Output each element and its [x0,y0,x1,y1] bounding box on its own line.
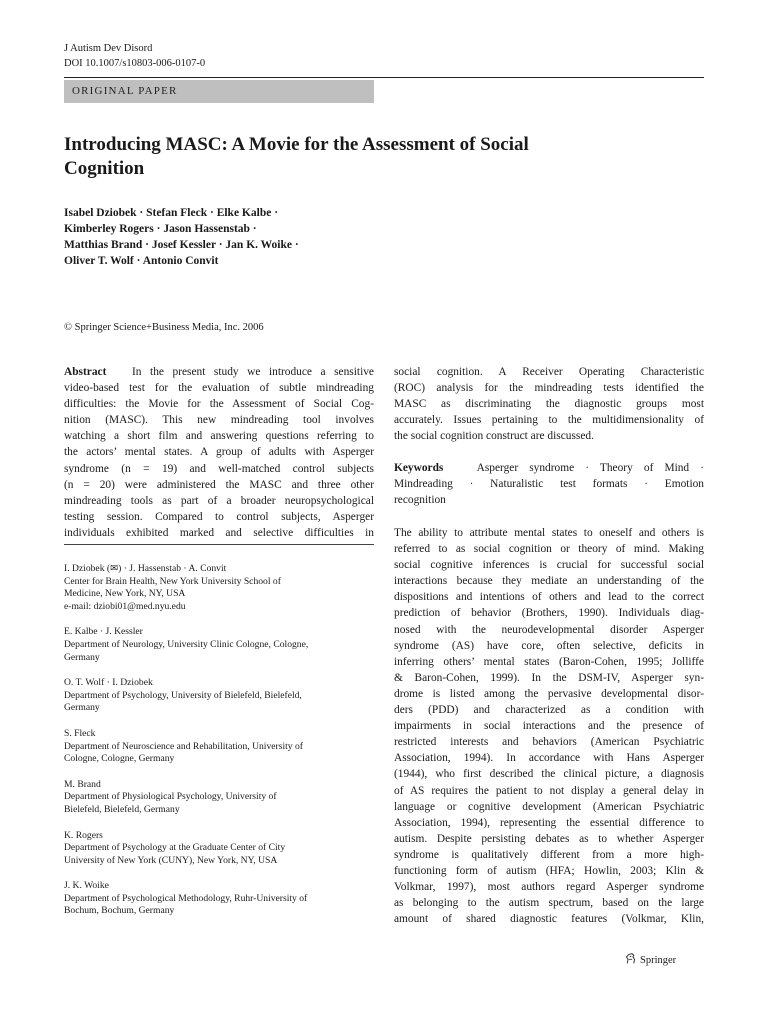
body-line: Association, 1994). In accordance with Hans Asperger [394,752,704,765]
body-line: & Baron-Cohen, 1999). In the DSM-IV, Asperger syn- [394,671,704,684]
body-line: prediction of behavior (Brothers, 1990). Individuals diag- [394,607,704,620]
keywords-line: Mindreading · Naturalistic test formats · Emotion [394,478,704,491]
affiliation-line: Department of Psychology at the Graduate Center of City [64,842,286,854]
body-line: ders (PDD) and characterized as a condition with [394,704,704,717]
keywords-text: Asperger syndrome · Theory of Mind · [476,462,704,474]
body-line: drome is listed among the pervasive developmental disor- [394,687,704,700]
affiliation-line: J. K. Woike [64,880,109,892]
journal-header [64,41,205,71]
abstract-line: difficulties: the Movie for the Assessment of Social Cog- [64,398,374,411]
author-list [64,205,584,269]
body-line: autism. Despite persisting debates as to whether Asperger [394,832,704,845]
abstract-line: the social cognition construct are discussed. [394,430,594,443]
doi: DOI 10.1007/s10803-006-0107-0 [64,58,206,69]
affiliation-line: Department of Neuroscience and Rehabilitation, University of [64,740,303,752]
author-line: Isabel Dziobek · Stefan Fleck · Elke Kalbe · [64,207,279,219]
affiliation-line: University of New York (CUNY), New York, NY, USA [64,854,278,866]
affiliation-block [64,779,374,817]
abstract-line: nition (MASC). This new mindreading tool involves [64,414,374,427]
publisher-name: Springer [640,954,677,966]
abstract-text: In the present study we introduce a sensitive [132,366,374,378]
affiliation-line: Bielefeld, Bielefeld, Germany [64,803,180,815]
body-line: restricted interests and behaviors (American Psychiatric [394,736,704,749]
abstract [64,364,374,541]
body-line: functioning form of autism (HFA; Howlin, 2003; Klin & [394,864,704,877]
keywords-label: Keywords [394,462,444,474]
body-line: impairments in social interactions and the presence of [394,720,704,733]
publisher-logo [624,952,676,968]
abstract-line: accurately. Issues pertaining to the multidimensionality of [394,414,704,427]
body-line: amount of shared diagnostic features (Volkmar, Klin, [394,913,704,926]
abstract-line: (n = 20) were administered the MASC and three other [64,478,374,491]
abstract-line [64,364,374,380]
author-line: Matthias Brand · Josef Kessler · Jan K. Woike · [64,239,299,251]
affiliation-line: Germany [64,702,100,714]
affiliation-block [64,880,374,918]
author-line: Kimberley Rogers · Jason Hassenstab · [64,223,257,235]
title-line: Introducing MASC: A Movie for the Assessment of Social [64,134,529,155]
abstract-line: the actors’ mental states. A group of adults with Asperger [64,446,374,459]
affiliation-line: K. Rogers [64,829,103,841]
affiliation-block [64,626,374,664]
body-line: nosed with the neurodevelopmental disorder Asperger [394,623,704,636]
paper-title [64,133,664,181]
affiliation-line: Bochum, Bochum, Germany [64,905,175,917]
body-line: referred to as social cognition or theory of mind. Making [394,543,704,556]
journal-name: J Autism Dev Disord [64,43,153,54]
abstract-label: Abstract [64,366,107,378]
body-line: inferring others’ mental states (Baron-Cohen, 1995; Jolliffe [394,655,704,668]
abstract-line: video-based test for the evaluation of subtle mindreading [64,382,374,395]
affiliation-line: Department of Psychological Methodology, Ruhr-University of [64,892,308,904]
body-line: as belonging to the autism spectrum, based on the large [394,897,704,910]
title-line: Cognition [64,158,145,179]
paper-type-banner: ORIGINAL PAPER [64,80,374,103]
affiliation-line: O. T. Wolf · I. Dziobek [64,677,153,689]
affiliation-line: M. Brand [64,778,101,790]
affiliation-line: Department of Neurology, University Clinic Cologne, Cologne, [64,638,309,650]
body-line: The ability to attribute mental states to oneself and others is [394,527,704,539]
body-line: of AS requires the patient to not display a general delay in [394,784,704,797]
footnote-rule [64,544,374,545]
affiliation-line: I. Dziobek (✉) · J. Hassenstab · A. Convit [64,563,227,574]
affiliation-line: Center for Brain Health, New York University School of [64,575,281,587]
abstract-line: (ROC) analysis for the mindreading tests identified the [394,382,704,395]
abstract-line: individuals exhibited marked and selective difficulties in [64,526,374,539]
abstract-line: mindreading tools as part of a broader neuropsychological [64,494,374,507]
affiliation-block [64,677,374,715]
keywords-line [394,460,704,476]
body-text [394,525,704,927]
body-line: (1944), who first described the clinical picture, a diagnosis [394,768,704,781]
abstract-line: social cognition. A Receiver Operating Characteristic [394,366,704,378]
affiliation-block [64,563,374,613]
affiliation-line: Medicine, New York, NY, USA [64,588,186,600]
affiliation-line: Department of Psychology, University of Bielefeld, Bielefeld, [64,689,302,701]
author-line: Oliver T. Wolf · Antonio Convit [64,255,219,267]
body-line: interactions because they mediate an understanding of the [394,575,704,588]
body-line: syndrome is qualitatively different from a more high- [394,848,704,861]
affiliation-block [64,830,374,868]
body-line: social cognitive inferences is crucial for successful social [394,559,704,572]
keywords-line: recognition [394,494,446,507]
body-line: syndrome (AS) have core, often selective, deficits in [394,639,704,652]
keywords [394,460,704,508]
affiliation-block [64,728,374,766]
abstract-continued [394,364,704,444]
abstract-line: testing session. Compared to control subjects, Asperger [64,510,374,523]
affiliation-line: E. Kalbe · J. Kessler [64,626,143,638]
affiliation-line: Cologne, Cologne, Germany [64,753,175,765]
affiliation-line: Germany [64,651,100,663]
affiliations [64,563,374,931]
abstract-line: watching a short film and answering questions referring to [64,430,374,443]
body-line: language or cognitive development (American Psychiatric [394,800,704,813]
affiliation-email[interactable]: e-mail: dziobi01@med.nyu.edu [64,600,186,612]
abstract-line: syndrome (n = 19) and well-matched control subjects [64,462,374,475]
body-line: Volkmar, 1997), most authors regard Asperger syndrome [394,881,704,894]
copyright-notice: © Springer Science+Business Media, Inc. 2006 [64,322,264,333]
springer-horse-icon [624,952,637,968]
affiliation-line: Department of Physiological Psychology, University of [64,791,277,803]
body-line: Association, 1994), representing the essential difference to [394,816,704,829]
abstract-line: MASC as discriminating the diagnostic groups most [394,398,704,411]
header-rule [64,77,704,78]
affiliation-line: S. Fleck [64,727,96,739]
body-line: dispositions and intentions of others and lead to the correct [394,591,704,604]
